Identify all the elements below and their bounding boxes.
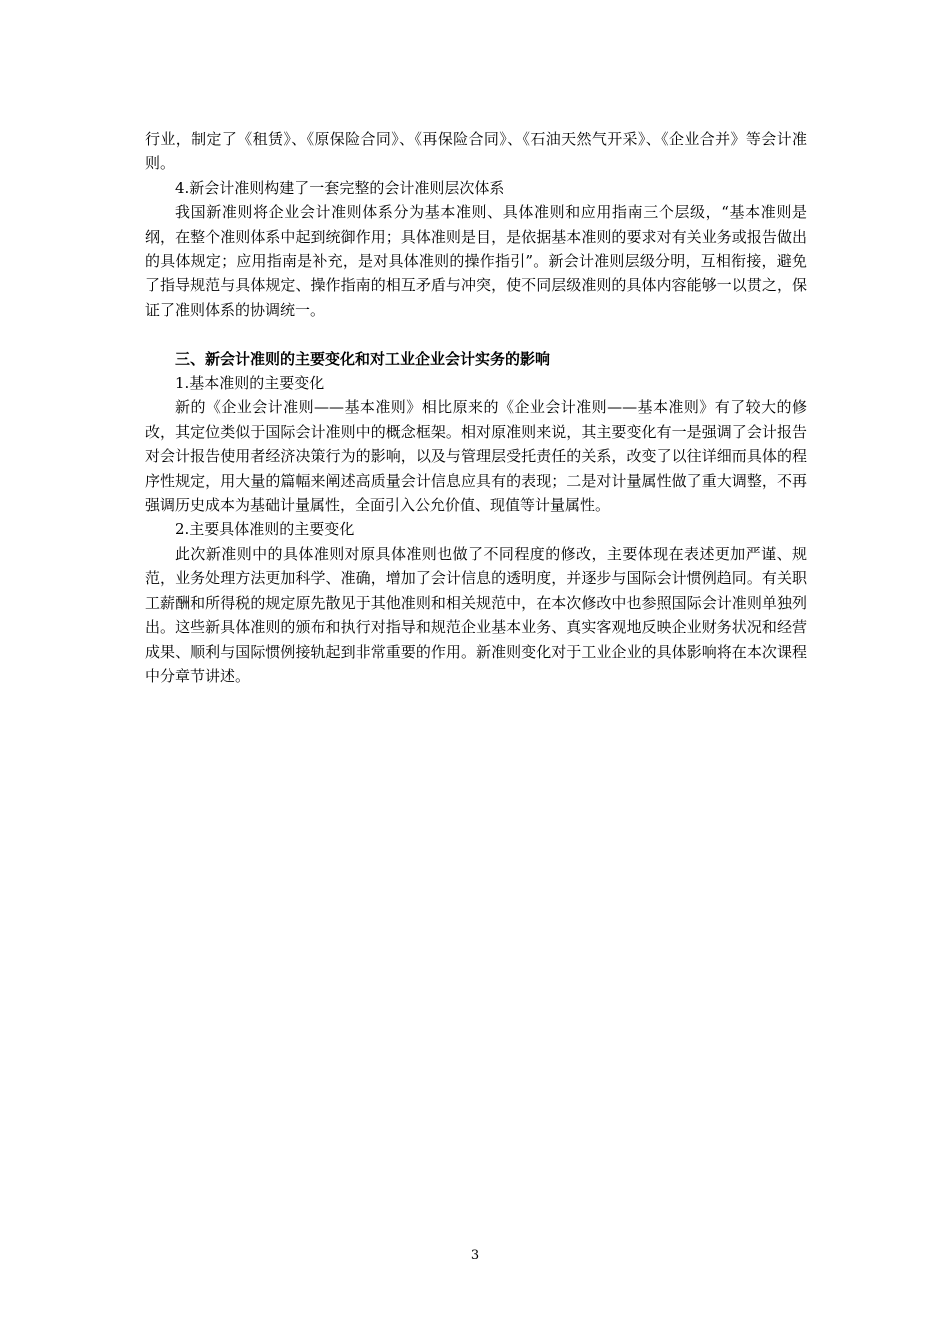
subheading-basic-standard-changes: 1.基本准则的主要变化 xyxy=(175,374,325,393)
page-number: 3 xyxy=(470,1248,480,1263)
section-heading-three: 三、新会计准则的主要变化和对工业企业会计实务的影响 xyxy=(175,349,551,368)
paragraph-continuation: 行业，制定了《租赁》、《原保险合同》、《再保险合同》、《石油天然气开采》、《企业合并》等会计准则。 xyxy=(145,130,807,173)
subheading-standards-hierarchy: 4.新会计准则构建了一套完整的会计准则层次体系 xyxy=(175,178,505,197)
document-body xyxy=(145,127,807,688)
paragraph-standards-hierarchy: 我国新准则将企业会计准则体系分为基本准则、具体准则和应用指南三个层级，“基本准则是纲，在整个准则体系中起到统御作用；具体准则是目，是依据基本准则的要求对有关业务或报告做出的具体规定；应用指南是补充，是对具体准则的操作指引”。新会计准则层级分明，互相衔接，避免了指导规范与具体规定、操作指南的相互矛盾与冲突，使不同层级准则的具体内容能够一以贯之，保证了准则体系的协调统一。 xyxy=(145,203,807,319)
subheading-specific-standard-changes: 2.主要具体准则的主要变化 xyxy=(175,520,355,539)
paragraph-basic-standard-changes: 新的《企业会计准则——基本准则》相比原来的《企业会计准则——基本准则》有了较大的修改，其定位类似于国际会计准则中的概念框架。相对原准则来说，其主要变化有一是强调了会计报告对会计报告使用者经济决策行为的影响，以及与管理层受托责任的关系，改变了以往详细而具体的程序性规定，用大量的篇幅来阐述高质量会计信息应具有的表现；二是对计量属性做了重大调整，不再强调历史成本为基础计量属性，全面引入公允价值、现值等计量属性。 xyxy=(145,398,807,515)
paragraph-specific-standard-changes: 此次新准则中的具体准则对原具体准则也做了不同程度的修改，主要体现在表述更加严谨、规范，业务处理方法更加科学、准确，增加了会计信息的透明度，并逐步与国际会计惯例趋同。有关职工薪酬和所得税的规定原先散见于其他准则和相关规范中，在本次修改中也参照国际会计准则单独列出。这些新具体准则的颁布和执行对指导和规范企业基本业务、真实客观地反映企业财务状况和经营成果、顺利与国际惯例接轨起到非常重要的作用。新准则变化对于工业企业的具体影响将在本次课程中分章节讲述。 xyxy=(145,544,807,685)
